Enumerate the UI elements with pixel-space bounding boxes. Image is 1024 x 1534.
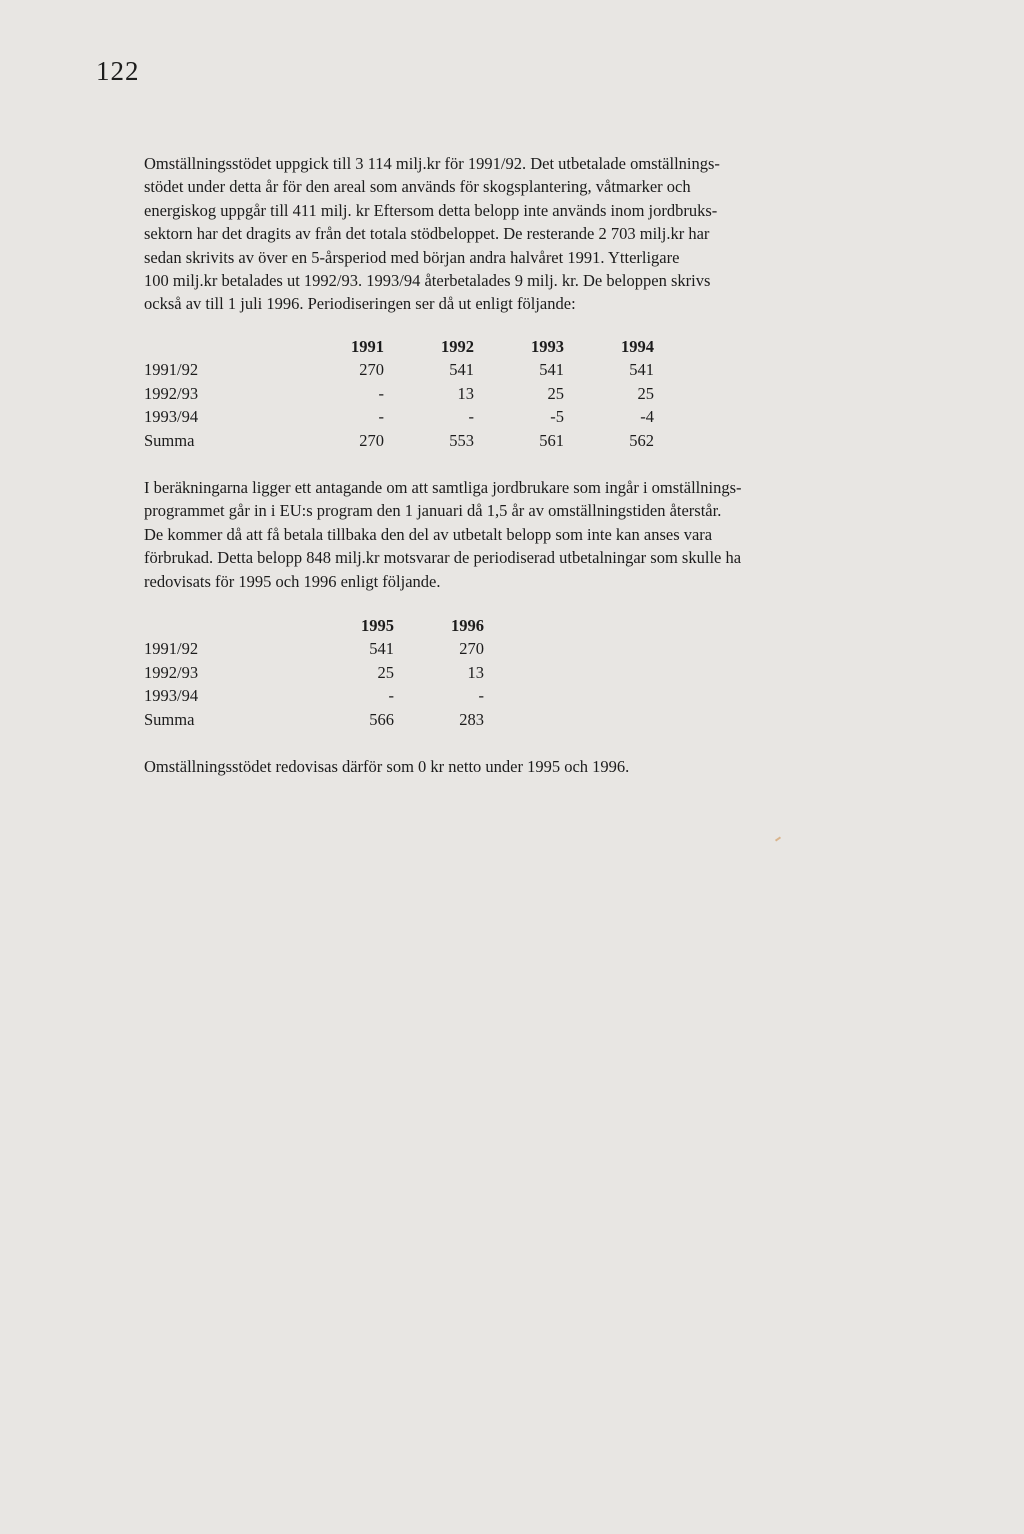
text-line: I beräkningarna ligger ett antagande om att samtliga jordbrukare som ingår i omställnings- [144,478,742,497]
table-cell: 561 [539,430,564,450]
paragraph-conclusion [144,755,864,778]
table-cell: 25 [377,662,394,682]
text-line: 100 milj.kr betalades ut 1992/93. 1993/94 återbetalades 9 milj. kr. De beloppen skrivs [144,270,711,290]
table-cell: 13 [467,662,484,682]
text-line: sedan skrivits av över en 5-årsperiod med början andra halvåret 1991. Ytterligare [144,247,680,267]
table-cell: 270 [359,360,384,380]
table-total-row [144,429,654,452]
table-cell: 25 [637,383,654,403]
table-cell: -4 [640,407,654,427]
text-line: sektorn har det dragits av från det totala stödbeloppet. De resterande 2 703 milj.kr har [144,224,710,244]
table-cell: Summa [144,430,195,450]
table-cell: -5 [550,407,564,427]
table-cell: 541 [449,360,474,380]
table-header-cell: 1995 [361,616,394,635]
paragraph-intro [144,152,864,316]
text-line: De kommer då att få betala tillbaka den del av utbetalt belopp som inte kan anses vara [144,524,713,544]
table-header-cell: 1993 [531,337,564,356]
table-cell: 566 [369,709,394,729]
table-row [144,637,484,660]
table-header-cell: 1996 [451,616,484,635]
table-header-row [144,335,654,358]
scan-speck [775,836,781,841]
periodisation-table-1991-1994 [144,335,654,452]
page-number: 122 [96,56,140,86]
table-cell: 541 [369,639,394,659]
text-line: Omställningsstödet redovisas därför som 0 kr netto under 1995 och 1996. [144,757,630,776]
table-cell: 1991/92 [144,639,199,659]
table-cell: - [378,383,384,403]
text-line: redovisats för 1995 och 1996 enligt följande. [144,571,441,591]
table-row [144,382,654,405]
table-cell: 25 [547,383,564,403]
table-cell: 1991/92 [144,360,199,380]
text-line: också av till 1 juli 1996. Periodiseringen ser då ut enligt följande: [144,294,576,314]
table-header-cell: 1994 [621,337,654,356]
table-cell: 1993/94 [144,407,199,427]
table-header-cell [144,614,294,637]
table-cell: 541 [629,360,654,380]
table-row [144,358,654,381]
table-cell: 13 [457,383,474,403]
table-cell: 541 [539,360,564,380]
table-cell: 270 [459,639,484,659]
table-cell: - [478,686,484,706]
table-row [144,405,654,428]
table-header-cell [144,335,294,358]
table-row [144,661,484,684]
text-line: programmet går in i EU:s program den 1 januari då 1,5 år av omställningstiden återstår. [144,501,722,521]
table-cell: - [378,407,384,427]
text-line: Omställningsstödet uppgick till 3 114 milj.kr för 1991/92. Det utbetalade omställnings- [144,154,720,173]
table-cell: - [388,686,394,706]
table-header-cell: 1991 [351,337,384,356]
text-line: energiskog uppgår till 411 milj. kr Eftersom detta belopp inte används inom jordbruks- [144,200,718,220]
table-row [144,684,484,707]
table-cell: 1992/93 [144,383,199,403]
table-cell: Summa [144,709,195,729]
table-total-row [144,708,484,731]
text-line: stödet under detta år för den areal som används för skogsplantering, våtmarker och [144,177,691,197]
table-header-cell: 1992 [441,337,474,356]
table-cell: 1993/94 [144,686,199,706]
table-cell: 562 [629,430,654,450]
periodisation-table-1995-1996 [144,614,484,731]
paragraph-assumption [144,476,864,593]
table-cell: 270 [359,430,384,450]
table-header-row [144,614,484,637]
table-cell: 1992/93 [144,662,199,682]
text-line: förbrukad. Detta belopp 848 milj.kr motsvarar de periodiserad utbetalningar som skulle ha [144,548,742,568]
table-cell: 553 [449,430,474,450]
table-cell: - [468,407,474,427]
table-cell: 283 [459,709,484,729]
